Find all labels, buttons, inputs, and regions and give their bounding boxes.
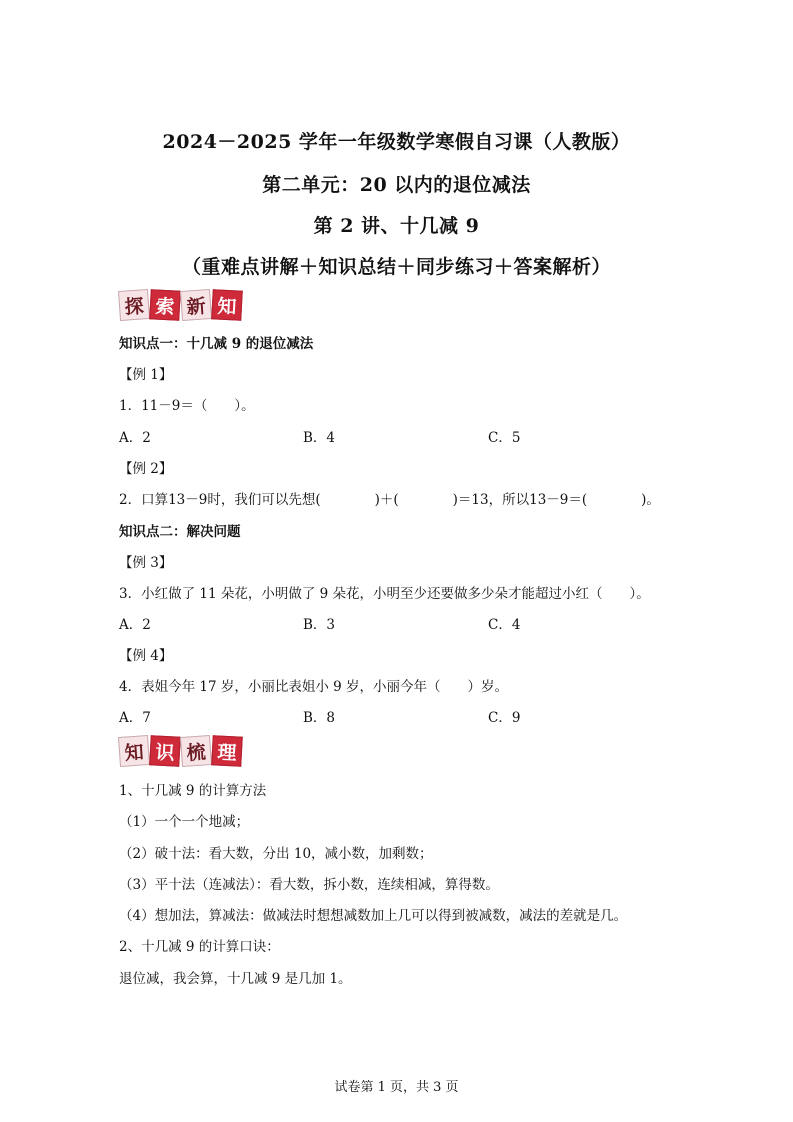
rhyme-heading: 2、十几减 9 的计算口诀： [119,939,280,955]
example-3-label: 【例 3】 [119,555,173,571]
page-footer: 试卷第 1 页，共 3 页 [334,1080,459,1095]
question-2: 2．口算13－9时，我们可以先想( )＋( )＝13，所以13－9＝( )。 [119,492,660,508]
question-4-option-a: A．7 [119,710,151,726]
knowledge-point-2-title: 知识点二：解决问题 [119,524,241,540]
question-4-option-c: C．9 [488,710,521,726]
badge-char: 新 [180,289,212,321]
document-title: 2024－2025 学年一年级数学寒假自习课（人教版） [162,131,631,153]
example-4-label: 【例 4】 [119,648,173,664]
badge-char: 梳 [180,735,212,767]
section-badge-summary [119,736,243,766]
question-4: 4．表姐今年 17 岁，小丽比表姐小 9 岁，小丽今年（ ）岁。 [119,679,509,695]
question-3-option-b: B．3 [303,617,336,633]
method-2: （2）破十法：看大数，分出 10，减小数，加剩数； [119,846,433,862]
method-1: （1）一个一个地减； [119,814,250,830]
badge-char: 索 [149,289,181,321]
question-1: 1．11－9＝（ ）。 [119,398,255,414]
method-4: （4）想加法，算减法：做减法时想想减数加上几可以得到被减数，减法的差就是几。 [119,908,628,924]
example-2-label: 【例 2】 [119,461,173,477]
method-heading: 1、十几减 9 的计算方法 [119,783,267,799]
badge-char: 识 [149,735,181,767]
method-3: （3）平十法（连减法）：看大数，拆小数，连续相减，算得数。 [119,877,499,893]
lesson-title: 第 2 讲、十几减 9 [313,215,480,237]
example-1-label: 【例 1】 [119,367,173,383]
question-3: 3．小红做了 11 朵花，小明做了 9 朵花，小明至少还要做多少朵才能超过小红（ ）。 [119,586,650,602]
question-1-option-c: C．5 [488,430,521,446]
badge-char: 知 [211,289,243,321]
question-1-option-a: A．2 [119,430,151,446]
lesson-subtitle: （重难点讲解＋知识总结＋同步练习＋答案解析） [181,256,611,278]
section-badge-explore [119,290,243,320]
question-1-option-b: B．4 [303,430,336,446]
knowledge-point-1-title: 知识点一：十几减 9 的退位减法 [119,336,314,352]
rhyme-text: 退位减，我会算，十几减 9 是几加 1。 [119,971,352,987]
question-3-option-a: A．2 [119,617,151,633]
badge-char: 理 [211,735,243,767]
unit-title: 第二单元：20 以内的退位减法 [262,174,531,196]
question-3-option-c: C．4 [488,617,521,633]
badge-char: 探 [118,289,150,321]
badge-char: 知 [118,735,150,767]
question-4-option-b: B．8 [303,710,336,726]
